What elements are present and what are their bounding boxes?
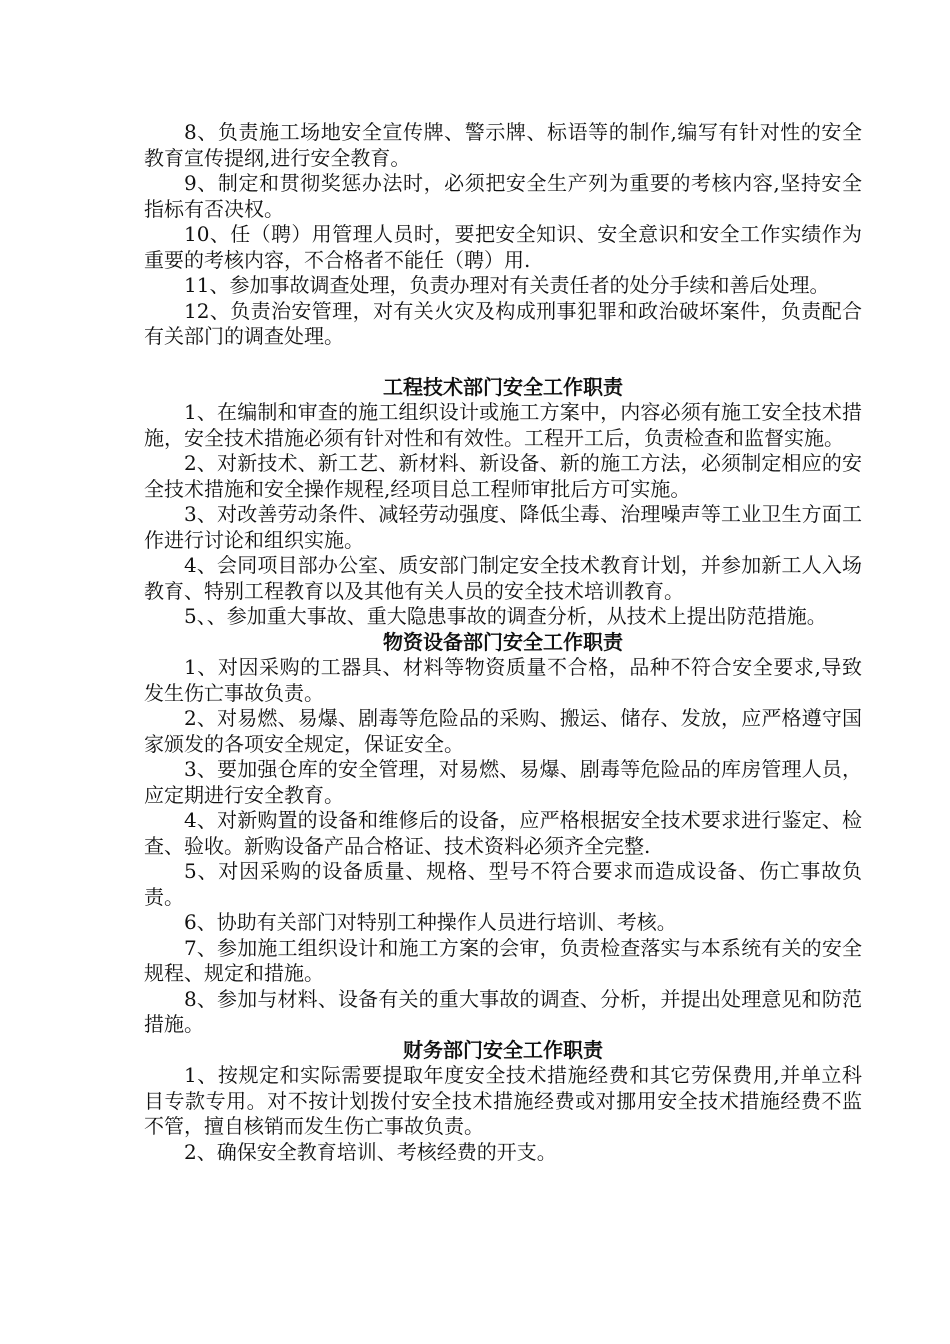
- section-heading: 物资设备部门安全工作职责: [383, 629, 623, 654]
- paragraph: 8、参加与材料、设备有关的重大事故的调查、分析，并提出处理意见和防范措施。: [144, 986, 862, 1036]
- paragraph: 4、对新购置的设备和维修后的设备，应严格根据安全技术要求进行鉴定、检查、验收。新购设备产品合格证、技术资料必须齐全完整.: [144, 808, 862, 858]
- paragraph: 4、会同项目部办公室、质安部门制定安全技术教育计划，并参加新工人入场教育、特别工程教育以及其他有关人员的安全技术培训教育。: [144, 553, 862, 603]
- paragraph: 1、按规定和实际需要提取年度安全技术措施经费和其它劳保费用,并单立科目专款专用。对不按计划拨付安全技术措施经费或对挪用安全技术措施经费不监不管，擅自核销而发生伤亡事故负责。: [144, 1063, 862, 1138]
- paragraph: 10、任（聘）用管理人员时，要把安全知识、安全意识和安全工作实绩作为重要的考核内容，不合格者不能任（聘）用.: [144, 222, 862, 272]
- paragraph: 5、对因采购的设备质量、规格、型号不符合要求而造成设备、伤亡事故负责。: [144, 859, 862, 909]
- section-engineering: [144, 375, 862, 630]
- paragraph: 8、负责施工场地安全宣传牌、警示牌、标语等的制作,编写有针对性的安全教育宣传提纲,进行安全教育。: [144, 120, 862, 170]
- paragraph: 5、、参加重大事故、重大隐患事故的调查分析，从技术上提出防范措施。: [184, 604, 827, 628]
- blank-line: [144, 350, 862, 375]
- paragraph: 7、参加施工组织设计和施工方案的会审，负责检查落实与本系统有关的安全规程、规定和措施。: [144, 935, 862, 985]
- section-materials-equipment: [144, 630, 862, 1038]
- paragraph: 2、对易燃、易爆、剧毒等危险品的采购、搬运、储存、发放，应严格遵守国家颁发的各项安全规定，保证安全。: [144, 706, 862, 756]
- paragraph: 1、在编制和审查的施工组织设计或施工方案中，内容必须有施工安全技术措施，安全技术措施必须有针对性和有效性。工程开工后，负责检查和监督实施。: [144, 400, 862, 450]
- paragraph: 12、负责治安管理，对有关火灾及构成刑事犯罪和政治破坏案件，负责配合有关部门的调查处理。: [144, 298, 862, 348]
- section-safety-office-continued: [144, 120, 862, 350]
- document-page: [144, 120, 862, 1165]
- section-finance: [144, 1038, 862, 1166]
- paragraph: 9、制定和贯彻奖惩办法时，必须把安全生产列为重要的考核内容,坚持安全指标有否决权。: [144, 171, 862, 221]
- paragraph: 3、要加强仓库的安全管理，对易燃、易爆、剧毒等危险品的库房管理人员，应定期进行安全教育。: [144, 757, 862, 807]
- paragraph: 3、对改善劳动条件、减轻劳动强度、降低尘毒、治理噪声等工业卫生方面工作进行讨论和组织实施。: [144, 502, 862, 552]
- paragraph: 2、对新技术、新工艺、新材料、新设备、新的施工方法，必须制定相应的安全技术措施和安全操作规程,经项目总工程师审批后方可实施。: [144, 451, 862, 501]
- paragraph: 1、对因采购的工器具、材料等物资质量不合格，品种不符合安全要求,导致发生伤亡事故负责。: [144, 655, 862, 705]
- paragraph: 11、参加事故调查处理，负责办理对有关责任者的处分手续和善后处理。: [184, 273, 830, 297]
- paragraph: 2、确保安全教育培训、考核经费的开支。: [184, 1139, 557, 1164]
- section-heading: 工程技术部门安全工作职责: [383, 374, 623, 399]
- section-heading: 财务部门安全工作职责: [403, 1037, 603, 1062]
- paragraph: 6、协助有关部门对特别工种操作人员进行培训、考核。: [184, 910, 677, 934]
